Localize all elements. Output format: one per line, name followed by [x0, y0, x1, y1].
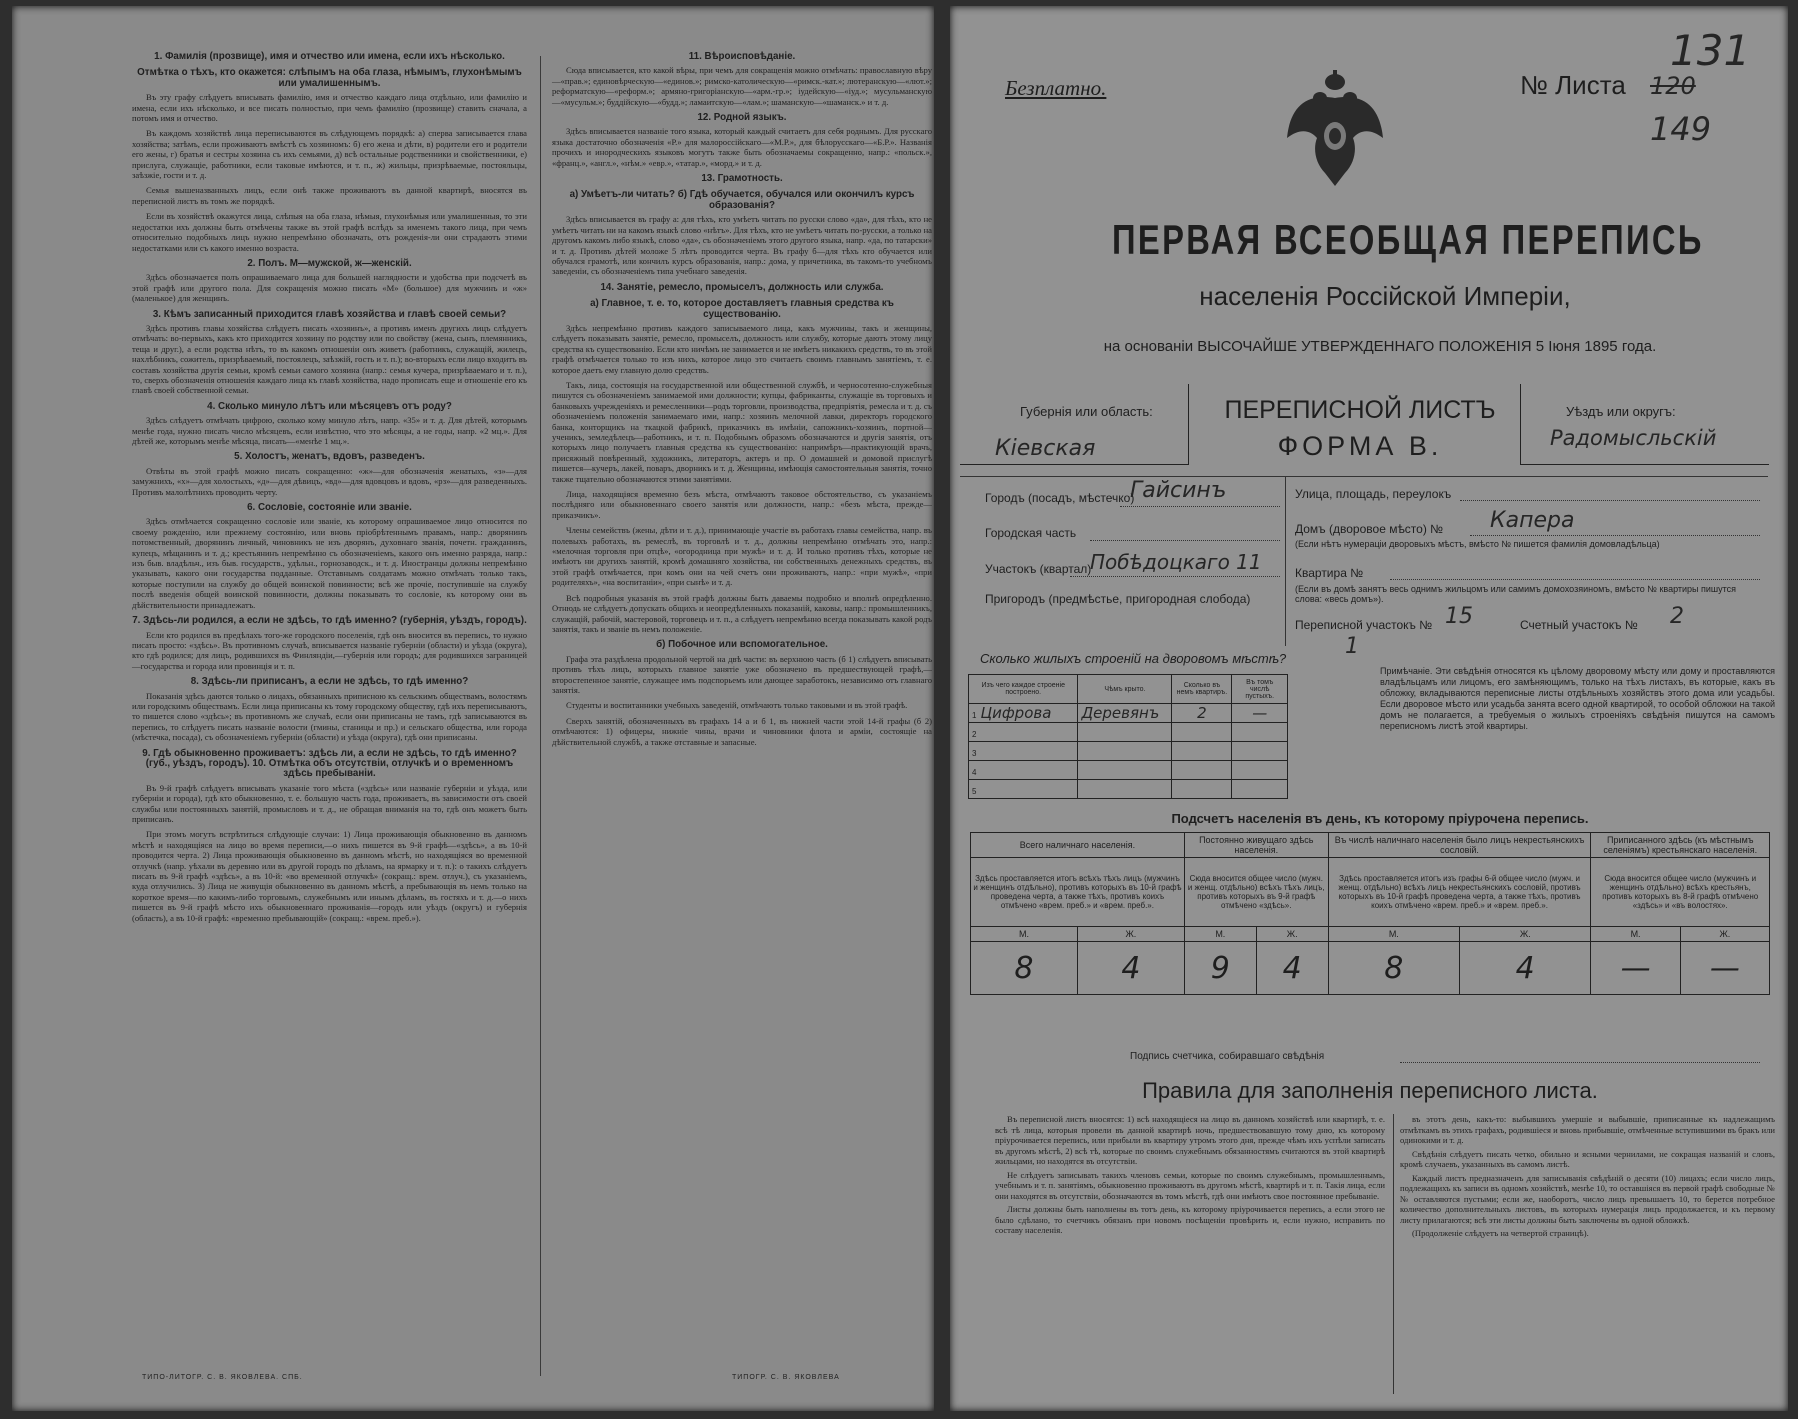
paragraph: Члены семействъ (жены, дѣти и т. д.), принимающіе участіе въ работахъ главы семейства, напр. въ полевыхъ работахъ, въ ремеслѣ, въ торговлѣ и т. д., должны непремѣнно отмѣчать это, напр.: «мелочная торговля при отцѣ», «огородница при мужѣ» и т. д. И только противъ тѣхъ, которые не имѣютъ ни другихъ занятій, кромѣ домашняго хозяйства, ни собственныхъ денежныхъ средствъ, въ этой графѣ отмѣчается, при комъ они на чей счетъ они проживаютъ, напр.: «при мужѣ», «при родителяхъ», «на воспитаніи», «при сынѣ» и т. д. [552, 525, 932, 588]
section-heading: 3. Кѣмъ записанный приходится главѣ хозяйства и главѣ своей семьи? [152, 308, 507, 320]
paragraph: Въ эту графу слѣдуетъ вписывать фамилію, имя и отчество каждаго лица отдѣльно, или фамилію и имена, если ихъ нѣсколько, и все писать полностью, при чемъ фамилію (прозвище) ставить сначала, а потомъ имя и отчество. [132, 92, 527, 124]
instructions-column-1 [132, 46, 527, 928]
precinct-label: Участокъ (квартал) [985, 562, 1092, 576]
counting-district-value: 2 [1670, 604, 1684, 629]
paragraph: Здѣсь отмѣчается сокращенно сословіе или званіе, къ которому опрашиваемое лицо относится по своему рожденію, или прежнему состоянію, или вновь пріобрѣтеннымъ правамъ, напр.: дворянинъ потомственный, дворянинъ личный, чиновникъ не изъ дворянъ, духовнаго званія, почетн. гражданинъ, купецъ, мѣщанинъ и т. д.; крестьянинъ непремѣнно съ обозначеніемъ, какого онъ именно разряда, напр.: изъ быв. владѣльч., изъ быв. государств., удѣльн., горнозаводск., и т. д. Иностранцы должны непремѣнно указывать, какого они государства подданные. Отставнымъ солдатамъ можно отмѣчать только такъ, которые поступили на службу до общей воинской повинности; всѣ же прочіе, поступившіе на службу послѣ введенія общей воинской повинности, должны показывать то сословіе, къ которому они въ дѣйствительности принадлежатъ. [132, 516, 527, 610]
buildings-cell: Цифрова [980, 704, 1052, 722]
population-count-title: Подсчетъ населенія въ день, къ которому пріурочена перепись. [1171, 811, 1589, 826]
house-line [1470, 535, 1760, 536]
population-count-table [970, 832, 1770, 995]
sheet-number-corrected: 149 [1650, 110, 1712, 148]
paragraph: Отвѣты въ этой графѣ можно писать сокращенно: «ж»—для обозначенія женатыхъ, «з»—для замужнихъ, «х»—для холостыхъ, «д»—для дѣвицъ, «вд»—для вдовцовъ и вдовъ, «рз»—для разведенныхъ. Противъ малолѣтнихъ проводить черту. [132, 465, 527, 497]
paragraph: Здѣсь обозначается полъ опрашиваемаго лица для большей наглядности и удобства при подсчетѣ въ этой графѣ или другого пола. Для сокращенія можно писать «М» (большое) для мужчинъ и «ж» (маленькое) для женщинъ. [132, 272, 527, 304]
right-page [950, 6, 1788, 1411]
sex-column-label: Ж. [1077, 927, 1184, 942]
paragraph: Такъ, лица, состоящія на государственной или общественной службѣ, и черносотенно-служебныя пишутся съ обозначеніемъ занимаемой ими должности; купцы, фабриканты, служащіе въ торговыхъ и банковыхъ учрежденіяхъ и ремесленники—родъ торговли, производства, предпріятія, ремесла и т. д. съ обозначеніемъ положенія занимаемаго ими, напр.: хозяинъ мелочной лавки, директоръ городского банка, конторщикъ на ткацкой фабрикѣ, приказчикъ въ имѣніи, сапожникъ-хозяинъ, портной—ученикъ, земледѣлецъ—работникъ, и т. п. Подобнымъ образомъ обозначаются и другія занятія, отъ которыхъ лицо получаетъ главныя средства къ существованію: напримѣръ—практикующій врачъ, присяжный повѣренный, художникъ, литераторъ, актеръ и пр. О домашней и домовой прислугѣ пишется—кучеръ, лакей, поваръ, дворникъ и т. д. Женщины, имѣющія самостоятельныя занятія, точно также тщательно обозначаются этими занятіями. [552, 379, 932, 484]
paragraph: Здѣсь вписывается въ графу а: для тѣхъ, кто умѣетъ читать по русски слово «да», для тѣхъ, кто не умѣетъ читать ни на какомъ языкѣ слово «нѣтъ». Для тѣхъ, кто не умѣетъ читать по-русски, а только на другомъ какомъ либо языкѣ, слово «да», съ обозначеніемъ этого другого языка, напр. «да, по татарски» и т. д. Противъ дѣтей моложе 5 лѣтъ проводится черта. Въ графу б—для тѣхъ кто обучается или обучался грамотѣ, или кончилъ курсъ образованія, напр.: дома, у причетника, въ такомъ-то учебномъ заведеніи, съ обозначеніемъ типа учебнаго заведенія. [552, 214, 932, 277]
paragraph: Если въ хозяйствѣ окажутся лица, слѣпыя на оба глаза, нѣмыя, глухонѣмыя или умалишенныя, то эти недостатки ихъ должны быть отмѣчены также въ этой графѣ вслѣдъ за именемъ такого лица, при чемъ относительно подобныхъ лицъ нужно непремѣнно обозначать, отъ рожденія-ли они страдаютъ этими недостатками или съ какого именно возраста. [132, 211, 527, 253]
sex-column-label: М. [971, 927, 1078, 942]
population-desc-present: Здѣсь проставляется итогъ всѣхъ тѣхъ лицъ (мужчинъ и женщинъ отдѣльно), противъ которыхъ въ 10-й графѣ проведена черта, а также тѣхъ, противъ коихъ отмѣчено «врем. преб.» и «врем. преб.». [971, 858, 1185, 927]
population-value: 8 [1328, 942, 1459, 995]
enumerator-signature-label: Подпись счетчика, собиравшаго свѣдѣнія [1130, 1051, 1325, 1062]
section-heading: б) Побочное или вспомогательное. [656, 639, 828, 651]
paragraph: Студенты и воспитанники учебныхъ заведеній, отмѣчаютъ только таковыми и въ этой графѣ. [566, 700, 908, 711]
paragraph: Въ каждомъ хозяйствѣ лица переписываются въ слѣдующемъ порядкѣ: а) сперва записывается глава хозяйства; затѣмъ, если проживаютъ вмѣстѣ съ хозяиномъ: б) его жена и дѣти, в) родители его и родители его жены, г) братья и сестры хозяина съ ихъ семьями, д) всѣ остальные родственники и свойственники, е) прислуга, служащіе, работники, если таковые имѣются, и т. п., ж) жильцы, призрѣваемые, постояльцы, заѣзжіе, гости и т. д. [132, 128, 527, 181]
printer-imprint-right: ТИПОГР. С. В. ЯКОВЛЕВА [732, 1374, 840, 1381]
section-heading: Отмѣтка о тѣхъ, кто окажется: слѣпымъ на оба глаза, нѣмымъ, глухонѣмымъ или умалишеннымъ. [137, 67, 522, 89]
section-heading: 8. Здѣсь-ли приписанъ, а если не здѣсь, то гдѣ именно? [190, 676, 469, 688]
rules-paragraph: Листы должны быть наполнены въ тотъ день, къ которому пріурочивается перепись, а если этого не было сдѣлано, то счетчикъ обязанъ при новомъ посѣщеніи провѣрить и, если нужно, исправить по составу населенія. [995, 1204, 1385, 1235]
suburb-label: Пригородъ (предмѣстье, пригородная слобода) [985, 592, 1251, 606]
buildings-note: Примѣчаніе. Эти свѣдѣнія относятся къ цѣлому дворовому мѣсту или дому и проставляются владѣльцамъ или лицомъ, его замѣняющимъ, только на тѣхъ листахъ, въ которые, какъ въ обложку, вкладываются переписные листы отдѣльныхъ хозяйствъ этого дома или усадьбы. Если дворовое мѣсто или усадьба занятa всего одной квартирой, то особой обложки на такой домъ не полагается, а требуемыя о жилыхъ строеніяхъ свѣдѣнія пишутся на самомъ переписномъ листѣ этой квартиры. [1380, 666, 1775, 731]
buildings-header-material: Изъ чего каждое строеніе построено. [969, 675, 1078, 704]
street-label: Улица, площадь, переулокъ [1295, 487, 1452, 501]
sex-column-label: М. [1591, 927, 1680, 942]
imperial-eagle-emblem [1285, 68, 1385, 188]
province-value: Кіевская [995, 436, 1096, 461]
city-part-label: Городская часть [985, 526, 1077, 540]
sex-column-label: М. [1184, 927, 1256, 942]
buildings-table-row [969, 780, 1288, 799]
paragraph: При этомъ могутъ встрѣтиться слѣдующіе случаи: 1) Лица проживающія обыкновенно въ данномъ мѣстѣ и находящіяся на лицо во время переписи,—о нихъ пишется въ 9-й графѣ—«здѣсь», а въ 10-й проводится черта. 2) Лица проживающія обыкновенно въ данномъ мѣстѣ, но находящіяся во временной отлучкѣ (напр. уѣхали въ деревню или въ другой городъ по дѣламъ, на ярмарку и т. п.): о такихъ слѣдуетъ писать въ 9-й графѣ «здѣсь», а въ 10-й: «во временной отлучкѣ» (сокращ.: врем. отлуч.), съ указаніемъ, куда отлучились. 3) Лица не живущія обыкновенно въ данномъ мѣстѣ, а пребывающія въ немъ только на короткое время—по какимъ-либо торговымъ, служебнымъ или инымъ дѣламъ, въ гостяхъ и т. д.—о нихъ пишется въ 9-й графѣ мѣсто ихъ обыкновеннаго проживанія—городъ или уѣздъ (округъ) и губернія (область), а въ 10-й графѣ: «временно пребывающій» (сокращ.: «врем. преб.»). [132, 829, 527, 923]
population-header-present: Всего наличнаго населенія. [971, 833, 1185, 858]
house-value: Капера [1490, 508, 1575, 533]
buildings-header-roof: Чѣмъ крыто. [1078, 675, 1172, 704]
apartment-note: (Если въ домѣ занятъ весь однимъ жильцомъ или самимъ домохозяиномъ, вмѣсто № квартиры пишутся слова: «весь домъ»). [1295, 584, 1737, 604]
printer-imprint-left: ТИПО-ЛИТОГР. С. В. ЯКОВЛЕВА. СПБ. [142, 1374, 303, 1381]
paragraph: Здѣсь непремѣнно противъ каждого записываемого лица, какъ мужчины, такъ и женщины, слѣдуетъ показывать занятіе, ремесло, промыселъ, должность или службу, которые даютъ этому лицу средства къ существованію. Если кто ничѣмъ не занимается и не имѣетъ никакихъ средствъ, то въ этой графѣ отмѣчается только то изъ нихъ, которое лицо это считаетъ своимъ главнымъ занятіемъ, т. е. которое даетъ ему главную долю средствъ. [552, 322, 932, 375]
house-label: Домъ (дворовое мѣсто) № [1295, 522, 1444, 536]
section-heading: 1. Фамилія (прозвище), имя и отчество или имена, если ихъ нѣсколько. [154, 51, 505, 62]
row-number: 2 [972, 730, 977, 739]
paragraph: Въ 9-й графѣ слѣдуетъ вписывать указаніе того мѣста («здѣсь» или названіе губерніи и уѣзда, или губерніи и города), гдѣ кто обыкновенно, т. е. большую часть года, проживаетъ, въ зависимости отъ своей службы или постоянныхъ занятій, промысловъ и т. д., не обращая вниманія на то, гдѣ онъ можетъ быть приписанъ. [132, 782, 527, 824]
paragraph: Всѣ подробныя указанія въ этой графѣ должны быть даваемы подробно и вполнѣ опредѣленно. Отнюдь не слѣдуетъ допускать общихъ и неопредѣленныхъ показаній, каковы, напр.: промышленникъ, служащій, рабочій, мастеровой, торговецъ и т. п., а слѣдуетъ непремѣнно всегда показывать какой родъ занятія, такъ и званіе въ немъ положеніе. [552, 592, 932, 634]
paragraph: Лица, находящіяся временно безъ мѣста, отмѣчаютъ таковое обстоятельство, съ указаніемъ послѣдняго или обыкновеннаго своего занятія или должности, напр.: «безъ мѣста, прежде—приказчикъ». [552, 489, 932, 520]
population-value: 4 [1460, 942, 1591, 995]
paragraph: Здѣсь слѣдуетъ отмѣчать цифрою, сколько кому минуло лѣтъ, напр. «35» и т. д. Для дѣтей, которымъ менѣе года, нужно писать число мѣсяцевъ, если извѣстно, что это мѣсяцы, а не годы, напр. «2 мц.». Для дѣтей же, которымъ менѣе мѣсяца, писать—«менѣе 1 мц.». [132, 415, 527, 446]
section-heading: 12. Родной языкъ. [697, 112, 787, 124]
section-heading: 4. Сколько минуло лѣтъ или мѣсяцевъ отъ роду? [207, 400, 452, 412]
district-label: Уѣздъ или округъ: [1566, 404, 1676, 419]
buildings-table-row [969, 704, 1288, 723]
counting-district-label: Счетный участокъ № [1520, 618, 1638, 632]
section-heading: 2. Полъ. М—мужской, ж—женскій. [247, 257, 412, 269]
rules-paragraph: (Продолженіе слѣдуетъ на четвертой страницѣ). [1412, 1228, 1589, 1238]
buildings-table-row [969, 742, 1288, 761]
population-value: 4 [1256, 942, 1328, 995]
province-label: Губернія или область: [1020, 404, 1153, 419]
town-line [1120, 506, 1280, 507]
buildings-table-row [969, 723, 1288, 742]
sheet-number-label: № Листа [1520, 70, 1626, 100]
section-heading: 9. Гдѣ обыкновенно проживаетъ: здѣсь ли, а если не здѣсь, то гдѣ именно? (губ., уѣздъ, городъ). 10. Отмѣтка объ отсутствіи, отлучкѣ и о временномъ здѣсь пребываніи. [142, 747, 517, 780]
house-note: (Если нѣтъ нумераціи дворовыхъ мѣстъ, вмѣсто № пишется фамилія домовладѣльца) [1295, 539, 1660, 549]
street-line [1460, 500, 1760, 501]
population-value: 9 [1184, 942, 1256, 995]
paragraph: Графа эта раздѣлена продольной чертой на двѣ части: въ верхнюю часть (б 1) слѣдуетъ вписывать противъ тѣхъ лицъ, которыхъ главное занятіе уже обозначено въ предшествующей графѣ,—второстепенное занятіе, служащее имъ подспорьемъ или дающее заработокъ, независимо отъ главнаго занятія. [552, 653, 932, 695]
row-number: 3 [972, 749, 977, 758]
sex-column-label: М. [1328, 927, 1459, 942]
left-page [12, 6, 934, 1411]
rules-divider [1393, 1114, 1394, 1394]
precinct-line [1070, 576, 1280, 577]
sex-column-label: Ж. [1680, 927, 1769, 942]
census-subtitle: населенія Россійской Имперіи, [1199, 281, 1571, 311]
buildings-cell: — [1252, 704, 1268, 722]
precinct-value: Побѣдоцкаго 11 [1090, 550, 1262, 574]
rules-paragraph: Не слѣдуетъ записывать такихъ членовъ семьи, которые по своимъ служебнымъ, промышленнымъ, учебнымъ и т. п. занятіямъ, обыкновенно проживаютъ въ другомъ мѣстѣ, квартирѣ и т. п. Такія лица, если они находятся въ отсутствіи, обозначаются въ томъ мѣстѣ, гдѣ они имѣютъ свое постоянное пребываніе. [995, 1169, 1385, 1201]
population-header-non-peasant: Въ числѣ наличнаго населенія было лицъ некрестьянскихъ сословій. [1328, 833, 1591, 858]
census-district-label: Переписной участокъ № [1295, 618, 1433, 632]
form-title: ПЕРЕПИСНОЙ ЛИСТЪ [1224, 396, 1496, 424]
population-description-row [971, 858, 1770, 927]
rules-title: Правила для заполненія переписного листа. [1142, 1078, 1598, 1103]
rules-paragraph: Свѣдѣнія слѣдуетъ писать четко, обильно и ясными чернилами, не сокращая названій и словъ, кромѣ случаевъ, указанныхъ въ самомъ листѣ. [1400, 1148, 1775, 1169]
row-number: 4 [972, 768, 977, 777]
free-label: Безплатно. [1005, 76, 1107, 100]
buildings-question: Сколько жилыхъ строеній на дворовомъ мѣстѣ? [980, 651, 1287, 666]
buildings-table-header [969, 675, 1288, 704]
address-mid-rule [1285, 476, 1286, 646]
buildings-table [968, 674, 1288, 799]
population-value: — [1680, 942, 1769, 995]
city-part-line [1090, 540, 1280, 541]
rules-paragraph: Въ переписной листъ вносятся: 1) всѣ находящіеся на лицо въ данномъ хозяйствѣ или квартирѣ, т. е. всѣ тѣ лица, которыя провели въ данной квартирѣ ночь, предшествовавшую тому дню, къ которому пріурочивается перепись, или прибыли въ квартиру утромъ этого дня, прежде чѣмъ ихъ успѣли записать въ другомъ мѣстѣ, 2) всѣ тѣ, которые по своимъ служебнымъ обязанностямъ считаются въ этой квартирѣ жильцами, но находятся въ отсутствіи. [995, 1114, 1385, 1166]
population-value: 4 [1077, 942, 1184, 995]
section-heading: а) Умѣетъ-ли читать? б) Гдѣ обучается, обучался или окончилъ курсъ образованія? [569, 189, 915, 211]
section-heading: 13. Грамотность. [701, 173, 783, 185]
form-subtitle: ФОРМА В. [1277, 431, 1443, 461]
apartment-label: Квартира № [1295, 566, 1364, 580]
buildings-answer: 1 [1345, 634, 1359, 659]
paragraph: Если кто родился въ предѣлахъ того-же городского поселенія, гдѣ онъ вносится въ перепись, то нужно писать просто: «здѣсь». Въ противномъ случаѣ, вписывается названіе губерніи (области) и уѣзда (округа), кто гдѣ родился; для лицъ, родившихся въ Финляндіи,—губернія или городъ; для родившихся заграницей—государства и города или провинція и т. п. [132, 629, 527, 671]
census-district-value: 15 [1445, 604, 1473, 629]
apartment-line [1390, 579, 1760, 580]
row-number: 1 [972, 711, 977, 720]
census-title: ПЕРВАЯ ВСЕОБЩАЯ ПЕРЕПИСЬ [1112, 216, 1704, 263]
rules-column-1 [995, 1114, 1385, 1239]
buildings-table-row [969, 761, 1288, 780]
rules-paragraph: Каждый листъ предназначенъ для записыванія свѣдѣній о десяти (10) лицахъ; если число лицъ, подлежащихъ къ записи въ одномъ хозяйствѣ, менѣе 10, то оставшіяся въ первой графѣ свободные №№ оставляются пустыми; если же, наоборотъ, число лицъ превышаетъ 10, то берется потребное количество дополнительныхъ листовъ, въ которыхъ нумерація лицъ продолжается, и къ первому листу прилагаются; всѣ эти листы должны быть заключены въ одной обложкѣ. [1400, 1172, 1775, 1225]
population-value: 8 [971, 942, 1078, 995]
population-desc-resident: Сюда вносится общее число (мужч. и женщ. отдѣльно) всѣхъ тѣхъ лицъ, противъ которыхъ въ 9-й графѣ отмѣчено «здѣсь». [1184, 858, 1328, 927]
section-heading: 14. Занятіе, ремесло, промыселъ, должность или служба. [600, 281, 884, 293]
population-desc-peasant: Сюда вносится общее число (мужчинъ и женщинъ отдѣльно) всѣхъ крестьянъ, противъ которыхъ въ 8-й графѣ отмѣчено «здѣсь» и «въ волостях». [1591, 858, 1770, 927]
population-header-resident: Постоянно живущаго здѣсь населенія. [1184, 833, 1328, 858]
sex-column-label: Ж. [1460, 927, 1591, 942]
district-box [1520, 384, 1769, 465]
paragraph: Семья вышеназванныхъ лицъ, если онѣ также проживаютъ въ данной квартирѣ, вносятся въ переписной листъ въ томъ же порядкѣ. [132, 185, 527, 206]
rules-paragraph: въ этотъ день, какъ-то: выбывшихъ умершіе и выбывшіе, приписанные къ надлежащимъ отмѣткамъ въ этихъ графахъ, родившіеся и вновь прибывшіе, отмѣченные вступившими въ бракъ или одинокими и т. д. [1400, 1114, 1775, 1145]
address-top-rule [960, 476, 1768, 477]
town-label: Городъ (посадъ, мѣстечко) [985, 491, 1135, 505]
district-value: Радомысльскій [1550, 426, 1717, 450]
sheet-number-top: 131 [1670, 26, 1751, 75]
population-header-peasant: Приписанного здѣсь (къ мѣстнымъ селеніямъ) крестьянскаго населенія. [1591, 833, 1770, 858]
paragraph: Показанія здѣсь даются только о лицахъ, обязанныхъ приписною къ сельскимъ обществамъ, волостямъ или городскимъ обществамъ. Если лица приписаны къ тому городскому обществу, гдѣ ихъ переписываютъ, то пишется слово «здѣсь»; въ противномъ же случаѣ, если они приписаны не тамъ, гдѣ записываются въ перепись, то слѣдуетъ писать названіе волости (гмины, станицы и пр.) и сельскаго общества, или города (мѣстечка, посада), съ обозначеніемъ губерніи (области) и уѣзда (округа), гдѣ они приписаны. [132, 690, 527, 743]
buildings-cell: 2 [1197, 704, 1207, 722]
section-heading: 11. Вѣроисповѣданіе. [688, 51, 796, 62]
population-header-row [971, 833, 1770, 858]
paragraph: Здѣсь вписывается названіе того языка, который каждый считаетъ для себя роднымъ. Для русскаго языка достаточно обозначенія «Р.» для малороссійскаго—«М.Р.», для бѣлорусскаго—«Б.Р.». Названія прочихъ и инородческихъ языковъ могутъ также быть обозначаемы сокращенно, напр.: «польск.», «франц.», «англ.», «нѣм.» «евр.», «татар.», «морд.» и т. д. [552, 126, 932, 168]
paragraph: Здѣсь противъ главы хозяйства слѣдуетъ писать «хозяинъ», а противъ именъ другихъ лицъ слѣдуетъ отмѣчать: во-первыхъ, какъ кто приходится хозяину по родству или по свойству (жена, сынъ, племянникъ, теща и друг.), а если родства нѣтъ, то въ какомъ отношеніи онъ живетъ (работникъ, служащій, жилецъ, нахлѣбникъ, сожитель, призрѣваемый, постоялецъ, заѣзжій, гость и т. п.); во-вторыхъ если лицо входитъ въ составъ хозяйства другія семьи, кромѣ семьи самого хозяина (напр.: семья кучера, призрѣваемаго и т. п.), то, сверхъ обозначенія отношенія каждаго лица къ главѣ хозяйства, надо прописать еще и отношеніе его къ главѣ своей собственной семьи. [132, 322, 527, 396]
column-divider [540, 56, 541, 1376]
section-heading: 7. Здѣсь-ли родился, а если не здѣсь, то гдѣ именно? (губернія, уѣздъ, городъ). [132, 615, 527, 627]
population-desc-non-peasant: Здѣсь проставляется итогъ изъ графы 6-й общее число (мужч. и женщ. отдѣльно) всѣхъ лицъ некрестьянскихъ сословій, противъ которыхъ въ 10-й графѣ проведена черта, а также тѣхъ, противъ коихъ отмѣчено «врем. преб.» и «врем. преб.». [1328, 858, 1591, 927]
census-legal-basis: на основаніи ВЫСОЧАЙШЕ УТВЕРЖДЕННАГО ПОЛОЖЕНІЯ 5 Іюня 1895 года. [1103, 338, 1657, 355]
section-heading: а) Главное, т. е. то, которое доставляетъ главныя средства къ существованію. [590, 298, 894, 320]
sex-column-label: Ж. [1256, 927, 1328, 942]
population-value: — [1591, 942, 1680, 995]
town-value: Гайсинъ [1130, 478, 1227, 503]
instructions-column-2 [552, 46, 932, 752]
buildings-cell: Деревянъ [1081, 704, 1160, 722]
sheet-number-original: 120 [1650, 72, 1696, 100]
section-heading: 6. Сословіе, состояніе или званіе. [247, 502, 412, 514]
rules-column-2 [1400, 1114, 1775, 1242]
buildings-header-empty: Въ томъ числѣ пустыхъ. [1232, 675, 1288, 704]
paragraph: Сверхъ занятій, обозначенныхъ въ графахъ 14 а и б 1, въ нижней части этой 14-й графы (б 2) отмѣчаются: 1) офицеры, нижніе чины, врачи и чиновники флота и арміи, состоящіе на дѣйствительной службѣ, а также отставные и запасные. [552, 715, 932, 747]
population-sex-row [971, 927, 1770, 942]
signature-line [1400, 1062, 1760, 1063]
buildings-header-apartments: Сколько въ немъ квартиръ. [1172, 675, 1232, 704]
section-heading: 5. Холостъ, женатъ, вдовъ, разведенъ. [234, 451, 425, 463]
paragraph: Сюда вписывается, кто какой вѣры, при чемъ для сокращенія можно отмѣчать: православную вѣру—«прав.»; единовѣрческую—«единов.»; римско-католическую—«римск.-кат.»; лютеранскую—«лют.»; реформатскую—«реформ.»; армяно-григоріанскую—«арм.-гр.»; іудейскую—«іуд.»; мусульманскую—«мусульм.»; буддійскую—«будд.»; ламаитскую—«лам.»; шаманскую—«шаманск.» и т. д. [552, 65, 932, 107]
population-values-row [971, 942, 1770, 995]
row-number: 5 [972, 787, 977, 796]
